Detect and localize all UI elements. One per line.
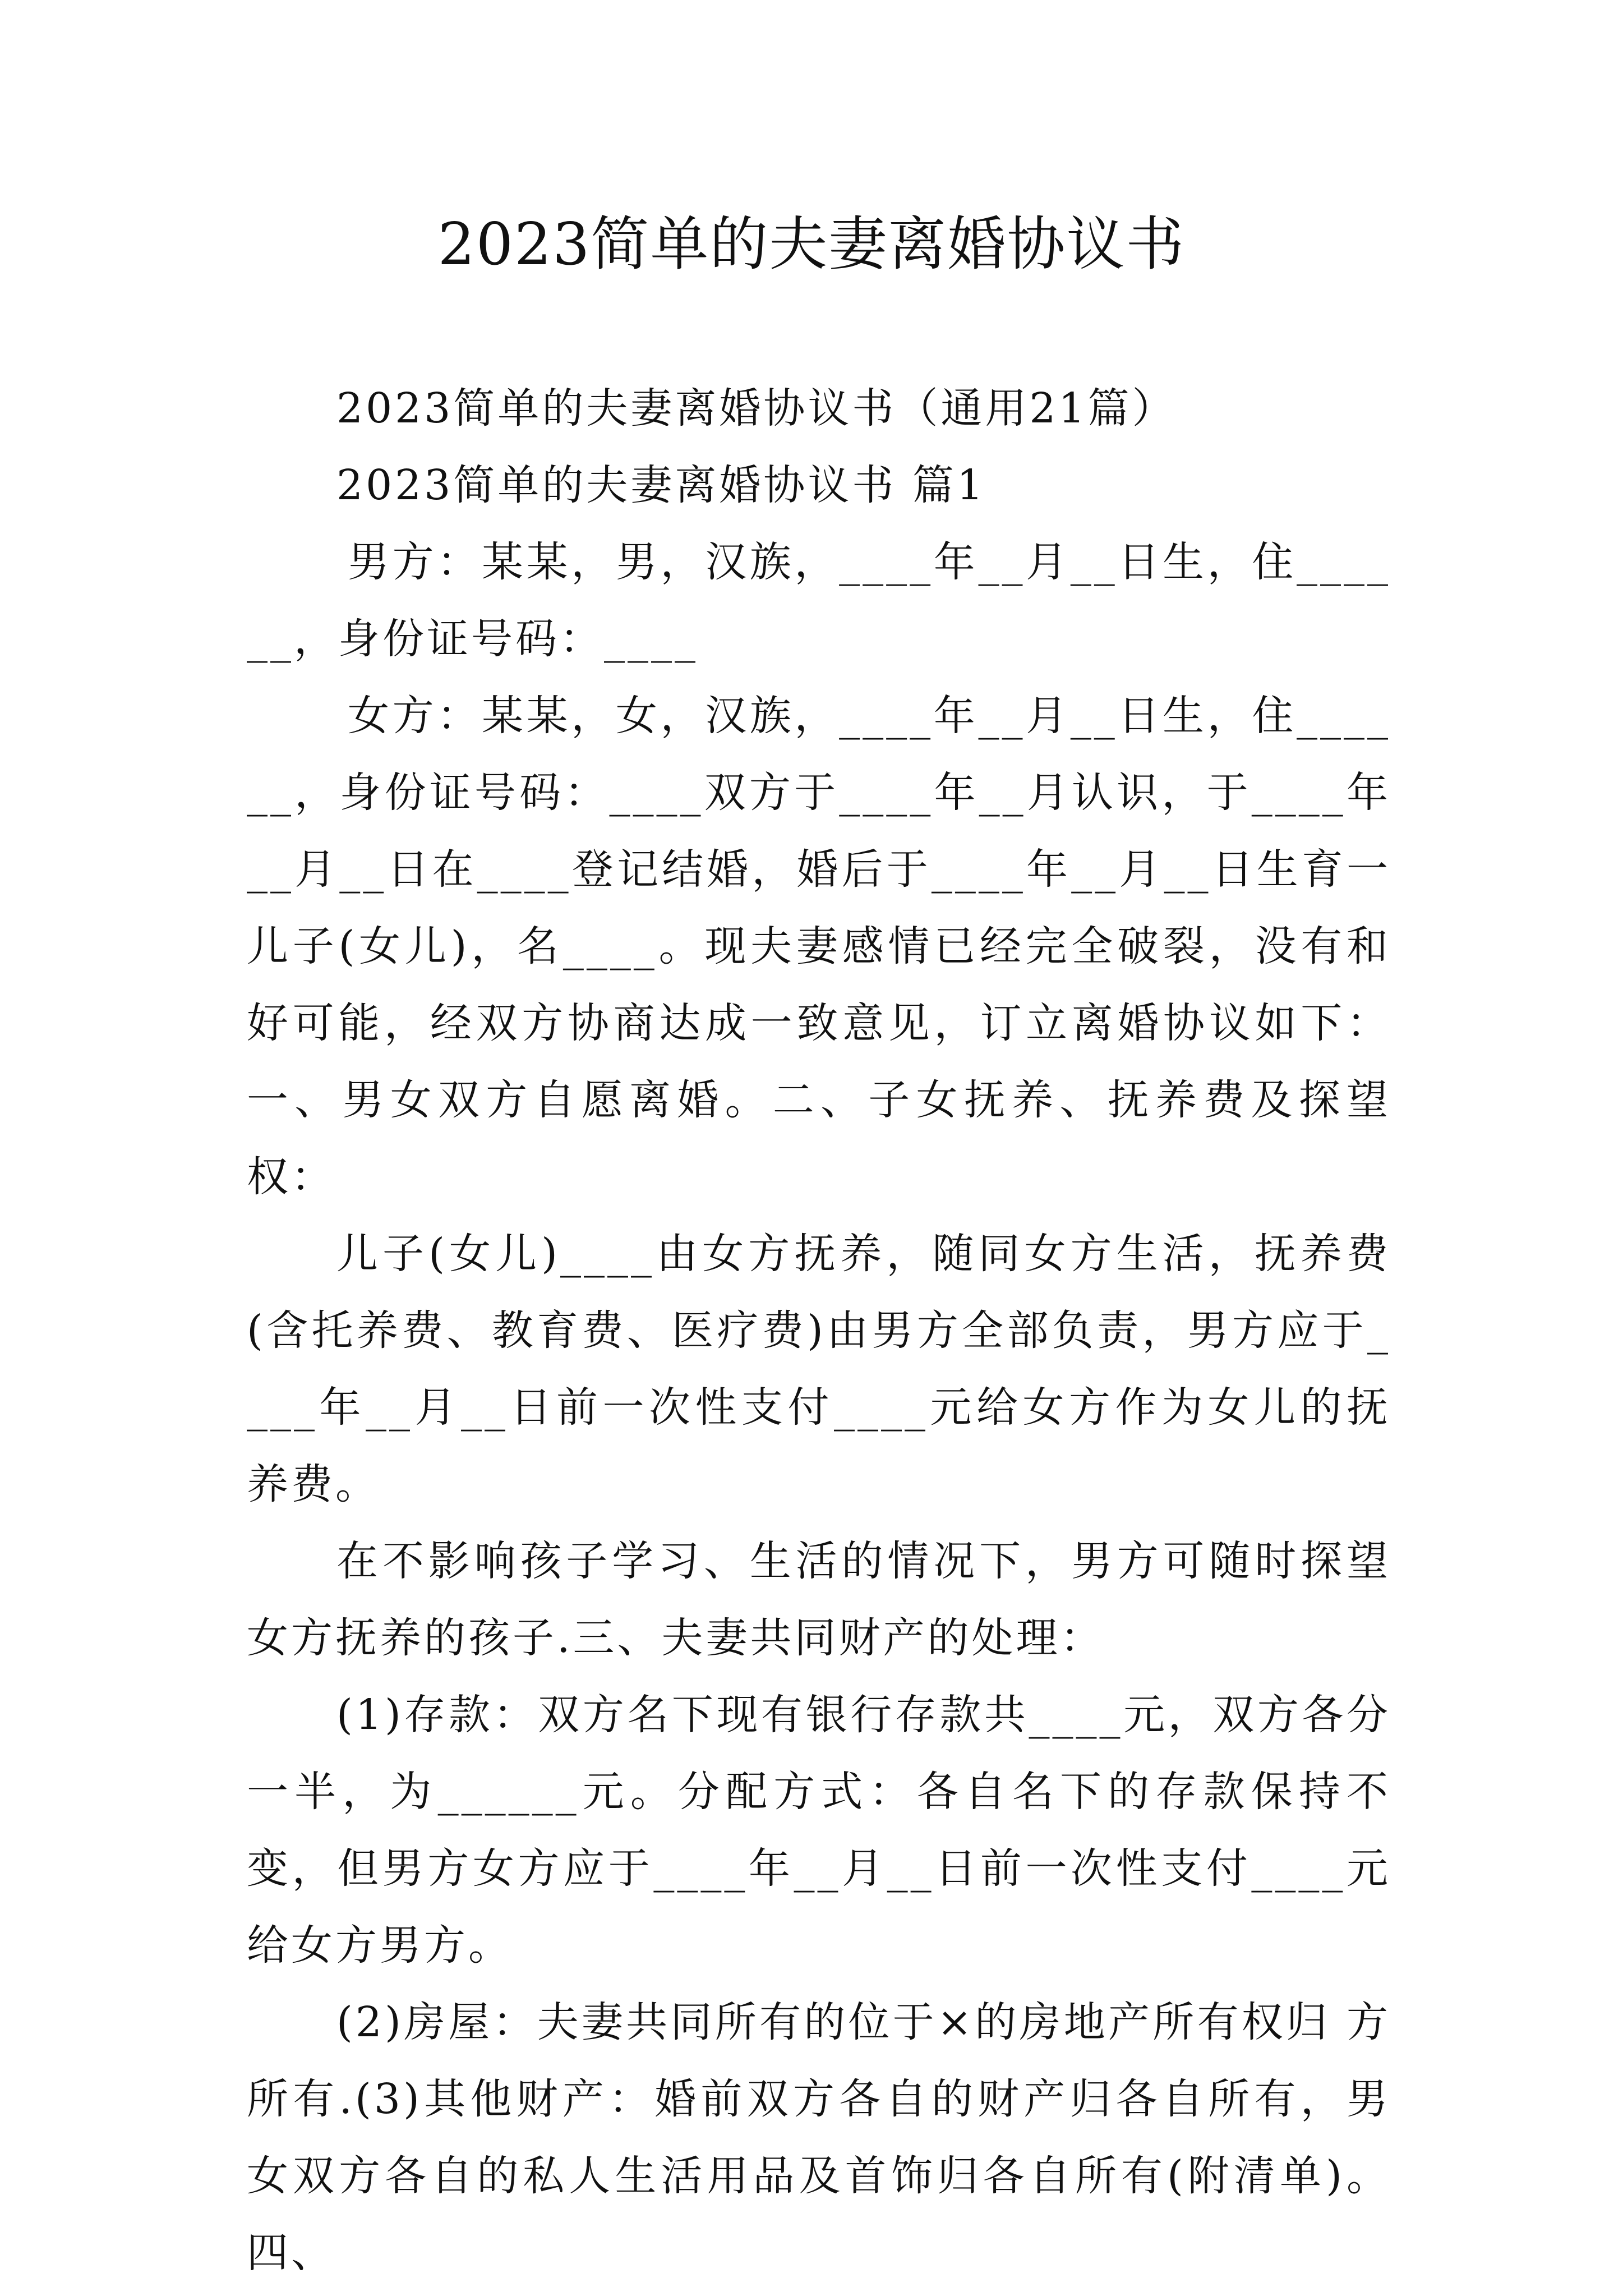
paragraph-savings: (1)存款：双方名下现有银行存款共____元，双方各分一半，为______元。分配方式：各自名下的存款保持不变，但男方女方应于____年__月__日前一次性支付____元给女方男方。 bbox=[247, 1691, 1391, 1970]
paragraph-child-custody: 儿子(女儿)____由女方抚养，随同女方生活，抚养费(含托养费、教育费、医疗费)由男方全部负责，男方应于____年__月__日前一次性支付____元给女方作为女儿的抚养费。 bbox=[247, 1230, 1391, 1508]
paragraph-male-party: 男方：某某，男，汉族，____年__月__日生，住______，身份证号码：____ bbox=[247, 538, 1391, 663]
paragraph-subtitle: 2023简单的夫妻离婚协议书（通用21篇） bbox=[336, 384, 1177, 432]
paragraph-section-heading: 2023简单的夫妻离婚协议书 篇1 bbox=[336, 461, 986, 509]
document-title: 2023简单的夫妻离婚协议书 bbox=[437, 210, 1186, 278]
paragraph-property: (2)房屋：夫妻共同所有的位于×的房地产所有权归 方所有.(3)其他财产：婚前双方各自的财产归各自所有，男女双方各自的私人生活用品及首饰归各自所有(附清单)。四、 bbox=[247, 1998, 1391, 2277]
document-body bbox=[247, 370, 1391, 2292]
paragraph-visitation: 在不影响孩子学习、生活的情况下，男方可随时探望女方抚养的孩子.三、夫妻共同财产的处理： bbox=[247, 1537, 1391, 1662]
paragraph-female-party: 女方：某某，女，汉族，____年__月__日生，住______，身份证号码：____双方于____年__月认识，于____年__月__日在____登记结婚，婚后于____年__月__日生育一儿子(女儿)，名____。现夫妻感情已经完全破裂，没有和好可能，经双方协商达成一致意见，订立离婚协议如下：一、男女双方自愿离婚。二、子女抚养、抚养费及探望权： bbox=[247, 692, 1391, 1201]
